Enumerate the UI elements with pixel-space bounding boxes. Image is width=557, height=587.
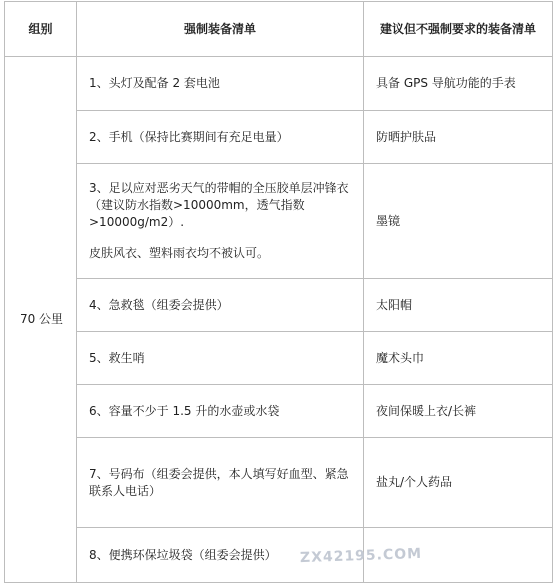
recommended-item: 盐丸/个人药品 <box>364 438 553 528</box>
mandatory-item <box>77 111 364 164</box>
recommended-item: 防晒护肤品 <box>364 111 553 164</box>
group-cell: 70 公里 <box>5 57 77 583</box>
mandatory-item <box>77 385 364 438</box>
header-group: 组别 <box>5 2 77 57</box>
mandatory-text: 1、头灯及配备 2 套电池 <box>89 76 220 90</box>
table-row <box>5 332 553 385</box>
gear-table <box>4 1 553 583</box>
mandatory-text: 6、容量不少于 1.5 升的水壶或水袋 <box>89 403 280 418</box>
header-mandatory: 强制装备清单 <box>77 2 364 57</box>
mandatory-item <box>77 164 364 279</box>
mandatory-text: 5、救生哨 <box>89 350 145 365</box>
mandatory-item <box>77 332 364 385</box>
mandatory-item <box>77 279 364 332</box>
recommended-item: 太阳帽 <box>364 279 553 332</box>
mandatory-text: 3、足以应对恶劣天气的带帽的全压胶单层冲锋衣（建议防水指数>10000mm，透气指数>10000g/m2）. <box>89 181 349 229</box>
header-row <box>5 2 553 57</box>
table-row <box>5 57 553 111</box>
mandatory-text: 2、手机（保持比赛期间有充足电量） <box>89 129 289 144</box>
watermark: ZX42195.COM <box>299 545 423 567</box>
header-recommended: 建议但不强制要求的装备清单 <box>364 2 553 57</box>
mandatory-text: 8、便携环保垃圾袋（组委会提供） <box>89 547 277 562</box>
table-row <box>5 164 553 279</box>
table-row <box>5 528 553 583</box>
mandatory-item <box>77 438 364 528</box>
recommended-item: 墨镜 <box>364 164 553 279</box>
mandatory-item <box>77 57 364 111</box>
recommended-item: 具备 GPS 导航功能的手表 <box>364 57 553 111</box>
table-row <box>5 385 553 438</box>
mandatory-text: 皮肤风衣、塑料雨衣均不被认可。 <box>89 246 270 260</box>
mandatory-text: 7、号码布（组委会提供，本人填写好血型、紧急联系人电话） <box>89 466 349 498</box>
table-row <box>5 438 553 528</box>
table-row <box>5 279 553 332</box>
table-row <box>5 111 553 164</box>
recommended-item: 魔术头巾 <box>364 332 553 385</box>
recommended-item: 夜间保暖上衣/长裤 <box>364 385 553 438</box>
mandatory-text: 4、急救毯（组委会提供） <box>89 297 229 312</box>
